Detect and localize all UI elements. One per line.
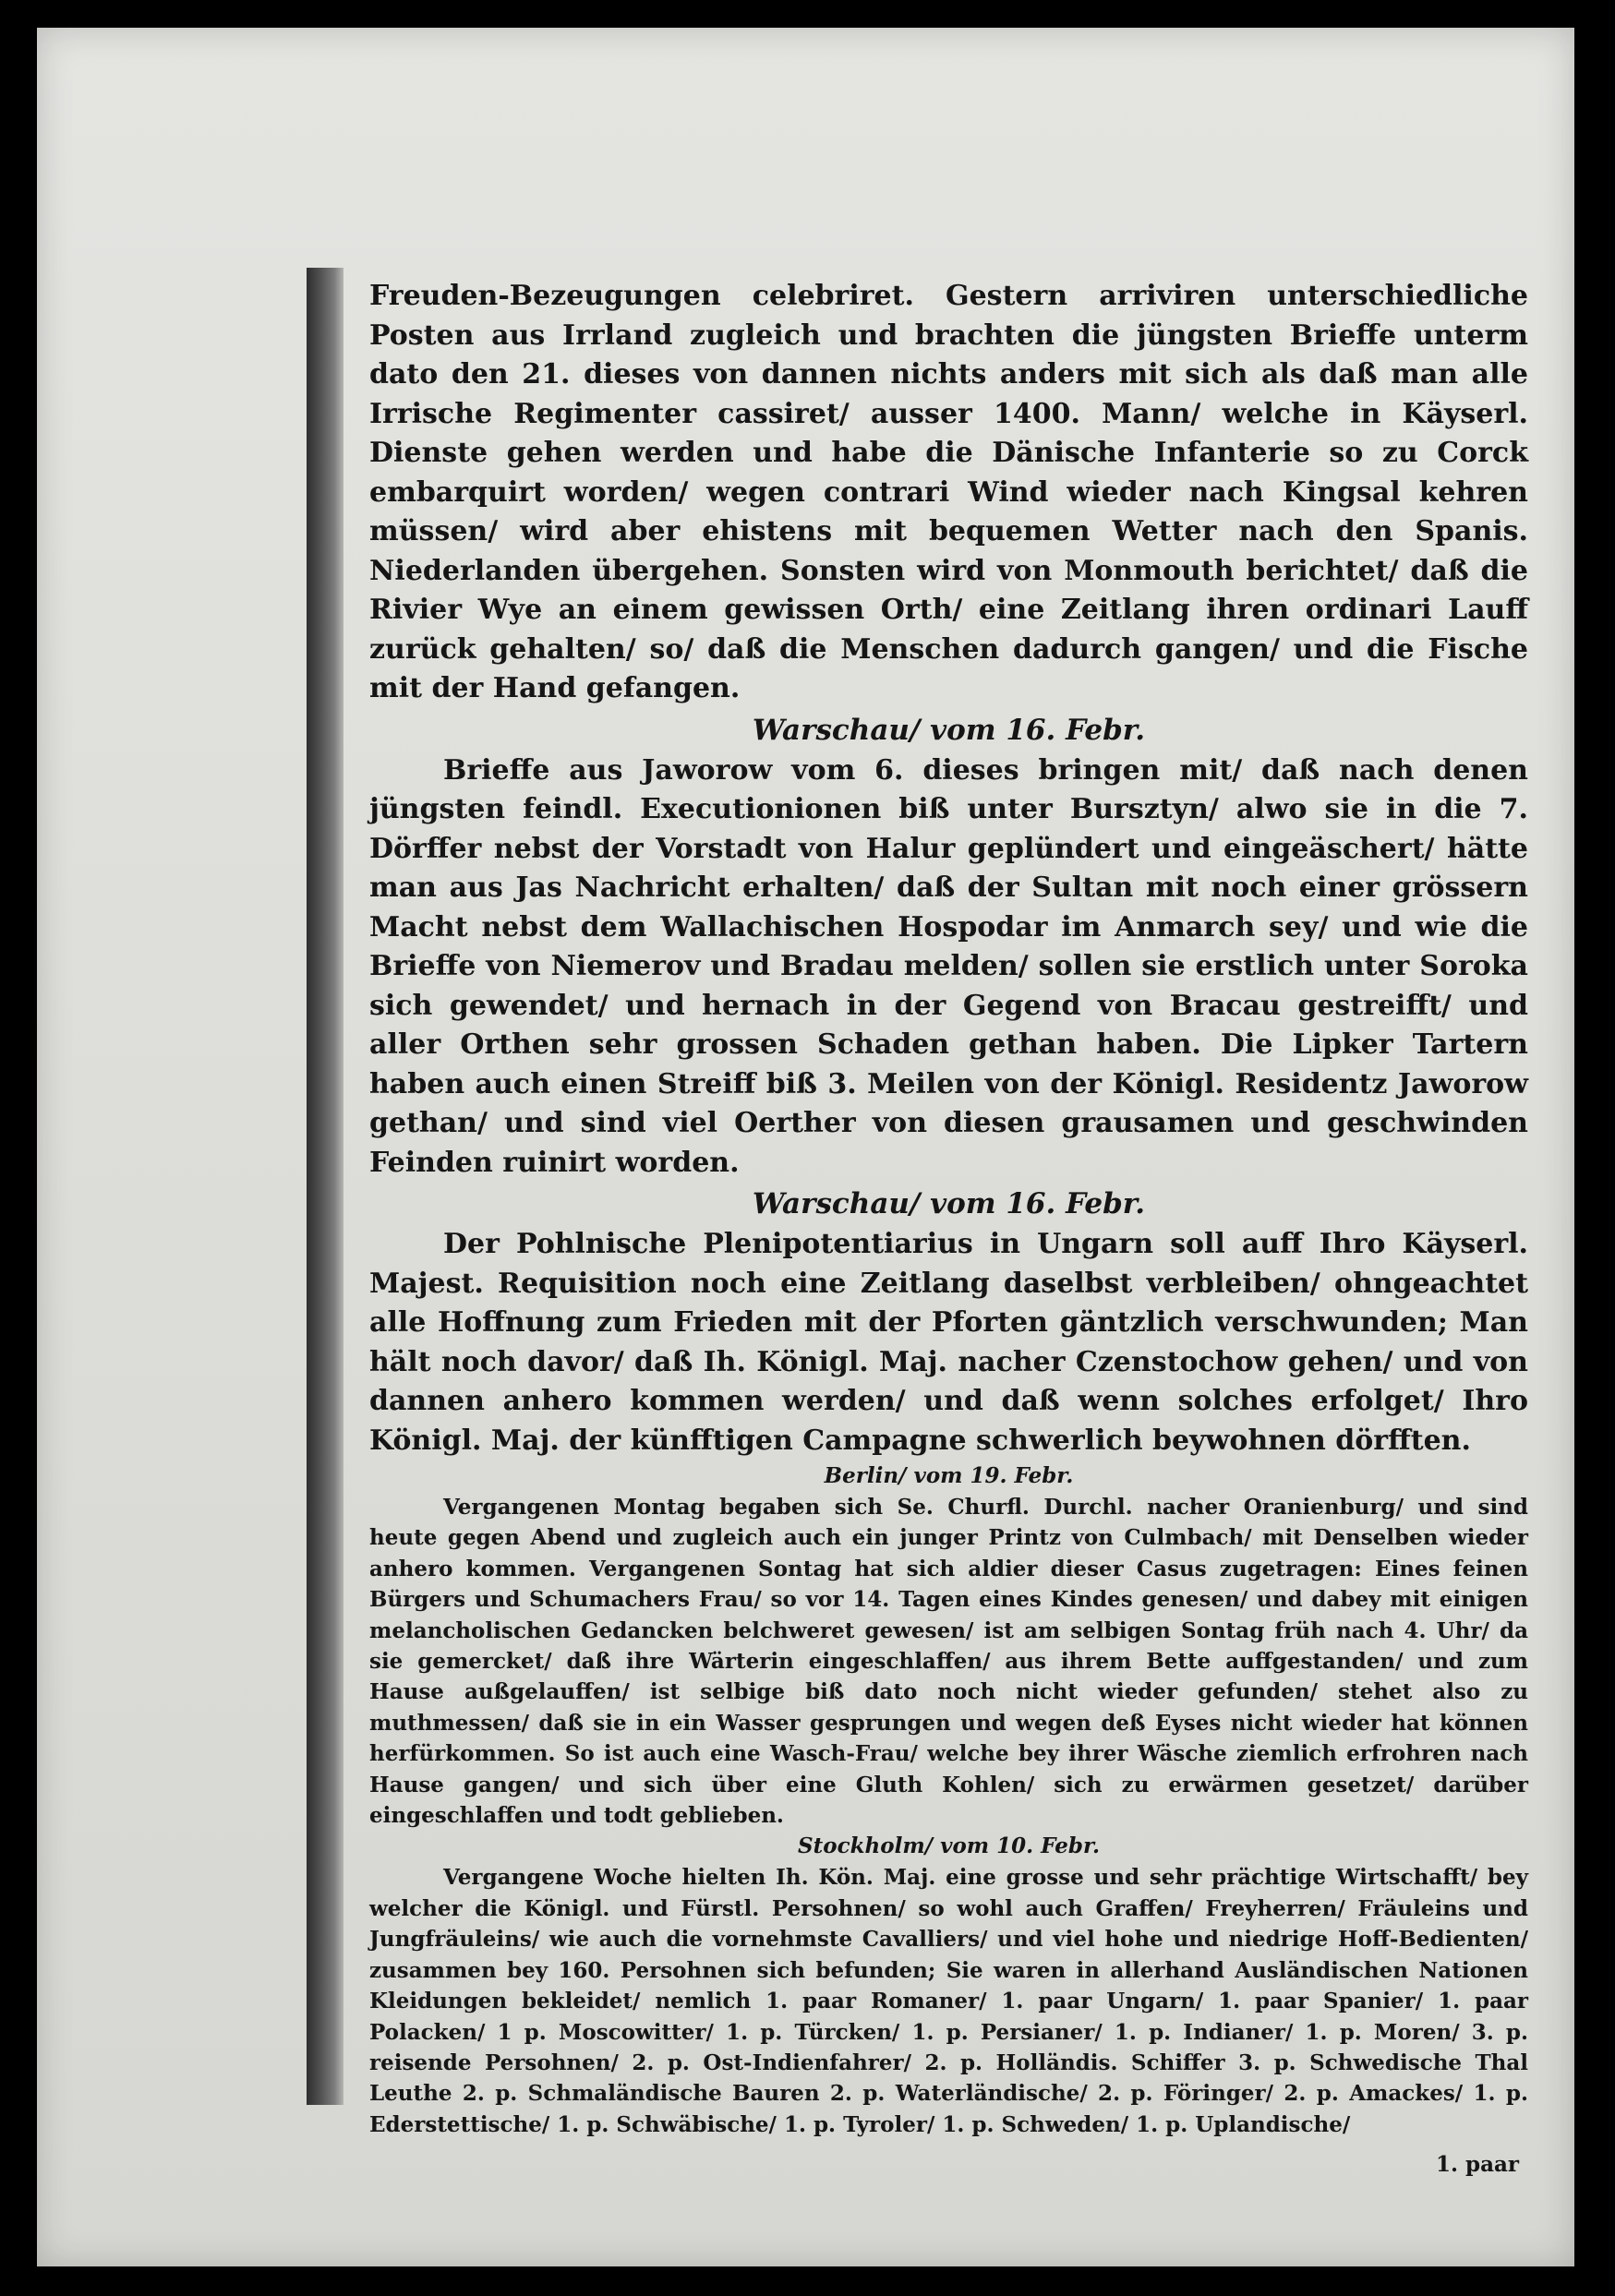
- article-heading: Warschau/ vom 16. Febr.: [752, 713, 1146, 747]
- article-paragraph: Freuden-Bezeugungen celebriret. Gestern arriviren unterschiedliche Posten aus Irrland zugleich und brachten die jüngsten Brieffe unterm dato den 21. dieses von dannen nichts anders mit sich als daß man alle Irrische Regimenter cassiret/ ausser 1400. Mann/ welche in Käyserl. Dienste gehen werden und habe die Dänische Infanterie so zu Corck embarquirt worden/ wegen contrari Wind wieder nach Kingsal kehren müssen/ wird aber ehistens mit bequemen Wetter nach den Spanis. Niederlanden übergehen. Sonsten wird von Monmouth berichtet/ daß die Rivier Wye an einem gewissen Orth/ eine Zeitlang ihren ordinari Lauff zurück gehalten/ so/ daß die Menschen dadurch gangen/ und die Fische mit der Hand gefangen.: [369, 280, 1528, 704]
- catchword: 1. paar: [1435, 2152, 1519, 2178]
- page-text-block: [369, 277, 1528, 2178]
- article-paragraph: Brieffe aus Jaworow vom 6. dieses bringen mit/ daß nach denen jüngsten feindl. Executionionen biß unter Bursztyn/ alwo sie in die 7. Dörffer nebst der Vorstadt von Halur geplündert und eingeäschert/ hätte man aus Jas Nachricht erhalten/ daß der Sultan mit noch einer grössern Macht nebst dem Wallachischen Hospodar im Anmarch sey/ und wie die Brieffe von Niemerov und Bradau melden/ sollen sie erstlich unter Soroka sich gewendet/ und hernach in der Gegend von Bracau gestreifft/ und aller Orthen sehr grossen Schaden gethan haben. Die Lipker Tartern haben auch einen Streiff biß 3. Meilen von der Königl. Residentz Jaworow gethan/ und sind viel Oerther von diesen grausamen und geschwinden Feinden ruinirt worden.: [369, 753, 1528, 1179]
- article-heading: Stockholm/ vom 10. Febr.: [798, 1833, 1100, 1859]
- page-binding-shadow: [307, 268, 343, 2105]
- article-paragraph: Vergangenen Montag begaben sich Se. Churfl. Durchl. nacher Oranienburg/ und sind heute gegen Abend und zugleich auch ein junger Printz von Culmbach/ mit Denselben wieder anhero kommen. Vergangenen Sontag hat sich aldier dieser Casus zugetragen: Eines feinen Bürgers und Schumachers Frau/ so vor 14. Tagen eines Kindes genesen/ und dabey mit einigen melancholischen Gedancken belchweret gewesen/ ist am selbigen Sontag früh nach 4. Uhr/ da sie gemercket/ daß ihre Wärterin eingeschlaffen/ aus ihrem Bette auffgestanden/ und zum Hause außgelauffen/ ist selbige biß dato noch nicht wieder gefunden/ stehet also zu muthmessen/ daß sie in ein Wasser gesprungen und wegen deß Eyses nicht wieder hat können herfürkommen. So ist auch eine Wasch-Frau/ welche bey ihrer Wäsche ziemlich erfrohren nach Hause gangen/ und sich über eine Gluth Kohlen/ sich zu erwärmen gesetzet/ darüber eingeschlaffen und todt geblieben.: [369, 1495, 1528, 1829]
- article-paragraph: Der Pohlnische Plenipotentiarius in Ungarn soll auff Ihro Käyserl. Majest. Requisition noch eine Zeitlang daselbst verbleiben/ ohngeachtet alle Hoffnung zum Frieden mit der Pforten gäntzlich verschwunden; Man hält noch davor/ daß Ih. Königl. Maj. nacher Czenstochow gehen/ und von dannen anhero kommen werden/ und daß wenn solches erfolget/ Ihro Königl. Maj. der künfftigen Campagne schwerlich beywohnen dörfften.: [369, 1228, 1528, 1457]
- article-paragraph: Vergangene Woche hielten Ih. Kön. Maj. eine grosse und sehr prächtige Wirtschafft/ bey welcher die Königl. und Fürstl. Persohnen/ so wohl auch Graffen/ Freyherren/ Fräuleins und Jungfräuleins/ wie auch die vornehmste Cavalliers/ und viel hohe und niedrige Hoff-Bedienten/ zusammen bey 160. Persohnen sich befunden; Sie waren in allerhand Ausländischen Nationen Kleidungen bekleidet/ nemlich 1. paar Romaner/ 1. paar Ungarn/ 1. paar Spanier/ 1. paar Polacken/ 1 p. Moscowitter/ 1. p. Türcken/ 1. p. Persianer/ 1. p. Indianer/ 1. p. Moren/ 3. p. reisende Persohnen/ 2. p. Ost-Indienfahrer/ 2. p. Holländis. Schiffer 3. p. Schwedische Thal Leuthe 2. p. Schmaländische Bauren 2. p. Waterländische/ 2. p. Föringer/ 2. p. Amackes/ 1. p. Ederstettische/ 1. p. Schwäbische/ 1. p. Tyroler/ 1. p. Schweden/ 1. p. Uplandische/: [369, 1865, 1528, 2137]
- article-heading: Berlin/ vom 19. Febr.: [824, 1463, 1074, 1488]
- article-heading: Warschau/ vom 16. Febr.: [752, 1187, 1146, 1220]
- newspaper-page: [37, 28, 1574, 2266]
